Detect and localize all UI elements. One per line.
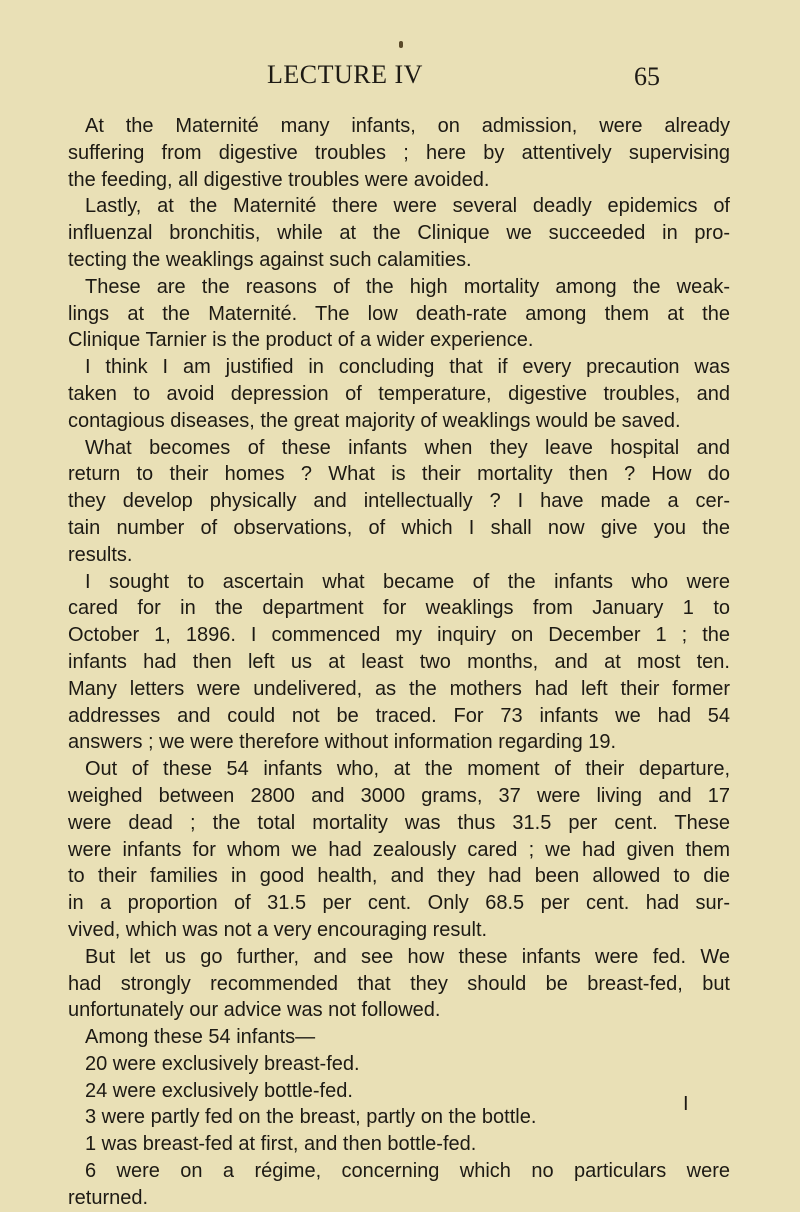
- text-line: suffering from digestive troubles ; here by attentively supervising: [68, 141, 730, 164]
- text-line: Among these 54 infants—: [85, 1026, 316, 1049]
- text-line: Many letters were undelivered, as the mothers had left their former: [68, 677, 730, 700]
- text-line: At the Maternité many infants, on admission, were already: [85, 115, 730, 137]
- text-line: I sought to ascertain what became of the infants who were: [85, 570, 730, 593]
- running-head: [0, 60, 800, 94]
- text-line: tain number of observations, of which I shall now give you the: [68, 516, 730, 539]
- text-line: addresses and could not be traced. For 73 infants we had 54: [68, 704, 730, 727]
- text-line: vived, which was not a very encouraging result.: [68, 918, 488, 941]
- running-title: LECTURE IV: [267, 60, 423, 89]
- text-line: 3 were partly fed on the breast, partly on the bottle.: [85, 1106, 537, 1129]
- text-line: tecting the weaklings against such calamities.: [68, 248, 472, 271]
- text-line: answers ; we were therefore without information regarding 19.: [68, 731, 617, 754]
- text-line: These are the reasons of the high mortality among the weak-: [85, 275, 730, 298]
- text-line: results.: [68, 543, 133, 566]
- text-line: Clinique Tarnier is the product of a wider experience.: [68, 329, 534, 352]
- text-line: lings at the Maternité. The low death-rate among them at the: [68, 302, 730, 325]
- text-line: 1 was breast-fed at first, and then bottle-fed.: [85, 1133, 477, 1156]
- text-line: 24 were exclusively bottle-fed.: [85, 1079, 353, 1102]
- catchword: I: [683, 1093, 689, 1115]
- text-line: taken to avoid depression of temperature, digestive troubles, and: [68, 382, 730, 405]
- text-line: 6 were on a régime, concerning which no particulars were: [85, 1160, 730, 1183]
- text-line: were dead ; the total mortality was thus 31.5 per cent. These: [68, 811, 730, 834]
- text-line: October 1, 1896. I commenced my inquiry on December 1 ; the: [68, 624, 730, 647]
- text-line: What becomes of these infants when they leave hospital and: [85, 436, 730, 459]
- body-text: [68, 113, 730, 1212]
- text-line: had strongly recommended that they should be breast-fed, but: [68, 972, 730, 995]
- text-line: they develop physically and intellectually ? I have made a cer-: [68, 490, 730, 513]
- text-line: I think I am justified in concluding that if every precaution was: [85, 356, 730, 379]
- text-line: infants had then left us at least two months, and at most ten.: [68, 650, 730, 673]
- text-line: 20 were exclusively breast-fed.: [85, 1052, 360, 1075]
- text-line: unfortunately our advice was not followed.: [68, 999, 441, 1022]
- text-line: cared for in the department for weaklings from January 1 to: [68, 597, 730, 620]
- page-number: 65: [634, 62, 660, 91]
- printer-ornament: [399, 41, 403, 48]
- text-line: Lastly, at the Maternité there were several deadly epidemics of: [85, 195, 730, 218]
- text-line: return to their homes ? What is their mortality then ? How do: [68, 463, 730, 486]
- text-line: returned.: [68, 1186, 149, 1209]
- text-line: weighed between 2800 and 3000 grams, 37 were living and 17: [68, 784, 730, 807]
- text-line: influenzal bronchitis, while at the Clinique we succeeded in pro-: [68, 222, 730, 245]
- text-line: were infants for whom we had zealously cared ; we had given them: [68, 838, 730, 861]
- text-line: But let us go further, and see how these infants were fed. We: [85, 945, 730, 968]
- text-line: in a proportion of 31.5 per cent. Only 68.5 per cent. had sur-: [68, 892, 730, 915]
- text-line: Out of these 54 infants who, at the moment of their departure,: [85, 758, 730, 781]
- text-line: to their families in good health, and they had been allowed to die: [68, 865, 730, 888]
- text-line: contagious diseases, the great majority of weaklings would be saved.: [68, 409, 681, 432]
- text-line: the feeding, all digestive troubles were avoided.: [68, 168, 490, 191]
